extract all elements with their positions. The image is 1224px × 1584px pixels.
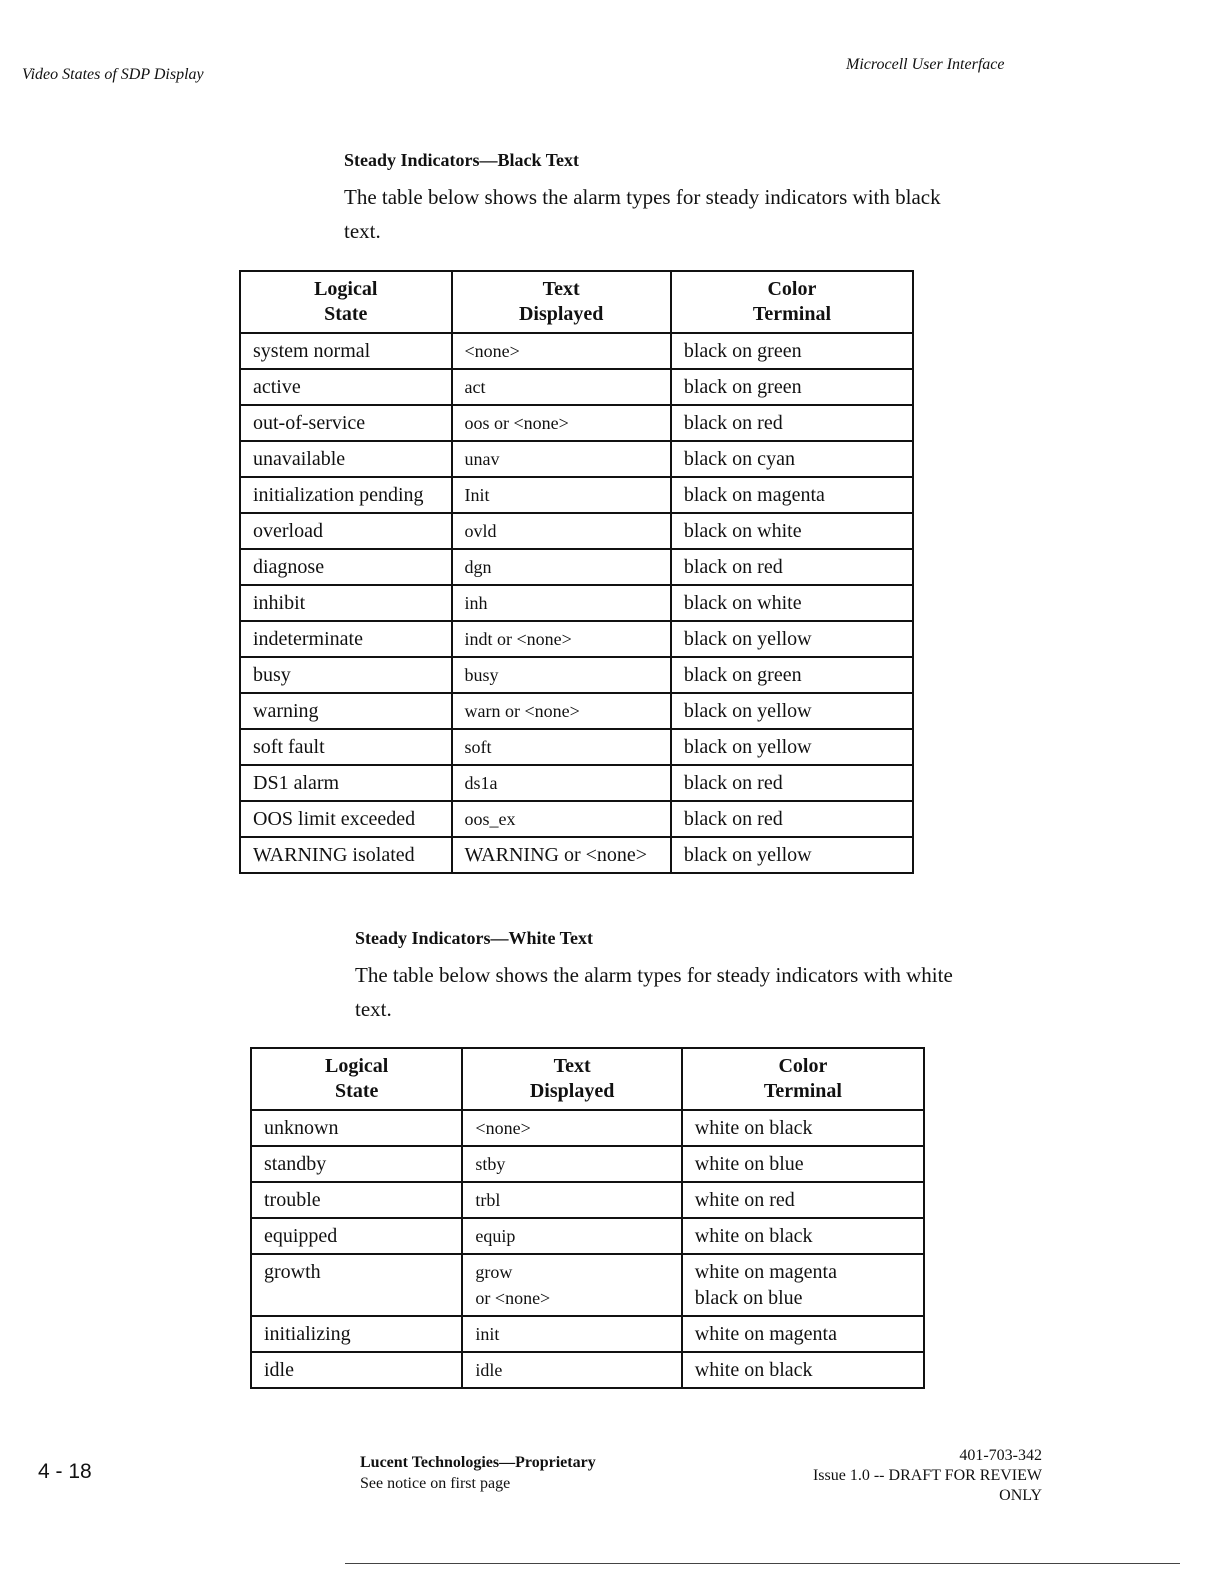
cell-text-displayed: inh [452,585,671,621]
table-row [240,621,913,657]
cell-color-terminal: black on yellow [671,621,913,657]
cell-color-terminal: black on red [671,549,913,585]
cell-text-displayed: dgn [452,549,671,585]
column-header-logical-state [240,271,452,333]
cell-text-displayed: Init [452,477,671,513]
cell-color-terminal: white on blue [682,1146,924,1182]
cell-line: white on magenta [694,1261,837,1283]
table-row [251,1316,924,1352]
cell-logical-state: standby [251,1146,462,1182]
header-line: Terminal [752,303,832,325]
header-line: State [324,303,368,325]
cell-color-terminal: white on black [682,1218,924,1254]
cell-logical-state: OOS limit exceeded [240,801,452,837]
cell-color-terminal: black on red [671,405,913,441]
intro-line: The table below shows the alarm types for steady indicators with black [344,185,941,209]
cell-color-terminal: black on cyan [671,441,913,477]
header-line: Displayed [529,1080,615,1102]
cell-logical-state: indeterminate [240,621,452,657]
table-row [240,801,913,837]
table-row [240,369,913,405]
header-line: Text [542,278,580,300]
header-line: Logical [325,1055,389,1077]
table-row [251,1254,924,1316]
cell-text-displayed: idle [462,1352,681,1388]
cell-logical-state: growth [251,1254,462,1316]
header-line: Displayed [518,303,604,325]
cell-text-displayed: init [462,1316,681,1352]
white-text-alarm-table [250,1047,925,1389]
table-row [251,1146,924,1182]
cell-logical-state: WARNING isolated [240,837,452,873]
cell-color-terminal: black on green [671,657,913,693]
intro-line: text. [355,997,392,1021]
cell-text-displayed: warn or <none> [452,693,671,729]
table-header-row [251,1048,924,1110]
issue-line: Issue 1.0 -- DRAFT FOR REVIEW [812,1467,1042,1484]
cell-text-displayed: ds1a [452,765,671,801]
table-row [240,513,913,549]
cell-color-terminal: black on yellow [671,693,913,729]
cell-logical-state: active [240,369,452,405]
footer-doc-info [780,1446,1042,1506]
cell-logical-state: overload [240,513,452,549]
table-row [240,729,913,765]
cell-color-terminal: black on white [671,513,913,549]
cell-logical-state: busy [240,657,452,693]
header-line: Color [767,278,817,300]
cell-text-displayed: unav [452,441,671,477]
cell-logical-state: idle [251,1352,462,1388]
footer-rule [345,1563,1180,1564]
cell-logical-state: system normal [240,333,452,369]
table-row [240,585,913,621]
cell-color-terminal: black on magenta [671,477,913,513]
cell-logical-state: unknown [251,1110,462,1146]
white-text-section-title: Steady Indicators—White Text [355,928,594,948]
black-text-alarm-table [239,270,914,874]
running-header-left: Video States of SDP Display [22,66,204,83]
cell-text-displayed: trbl [462,1182,681,1218]
cell-logical-state: unavailable [240,441,452,477]
header-line: Color [778,1055,828,1077]
footer-proprietary [360,1452,596,1494]
cell-text-displayed: WARNING or <none> [452,837,671,873]
first-page-notice: See notice on first page [360,1475,511,1492]
cell-color-terminal: white on magenta [682,1316,924,1352]
black-text-section-intro [344,180,1044,248]
table-row [240,477,913,513]
cell-text-displayed: ovld [452,513,671,549]
cell-logical-state: soft fault [240,729,452,765]
header-line: Terminal [763,1080,842,1102]
cell-logical-state: initialization pending [240,477,452,513]
cell-logical-state: warning [240,693,452,729]
table-row [251,1110,924,1146]
issue-line: ONLY [999,1487,1042,1504]
cell-line: grow [475,1262,513,1282]
cell-text-displayed: soft [452,729,671,765]
cell-text-displayed: oos_ex [452,801,671,837]
table-row [240,441,913,477]
table-row [240,837,913,873]
header-line: Logical [314,278,378,300]
cell-line: black on blue [694,1287,803,1309]
table-row [251,1182,924,1218]
cell-logical-state: out-of-service [240,405,452,441]
cell-color-terminal: black on green [671,333,913,369]
document-number: 401-703-342 [959,1447,1042,1464]
intro-line: text. [344,219,381,243]
cell-color-terminal [682,1254,924,1316]
cell-text-displayed [462,1254,681,1316]
column-header-logical-state [251,1048,462,1110]
page-number: 4 - 18 [38,1460,92,1483]
column-header-text-displayed [462,1048,681,1110]
cell-text-displayed: equip [462,1218,681,1254]
table-header-row [240,271,913,333]
cell-text-displayed: <none> [462,1110,681,1146]
cell-text-displayed: indt or <none> [452,621,671,657]
column-header-text-displayed [452,271,671,333]
table-row [240,405,913,441]
table-row [240,333,913,369]
header-line: State [335,1080,379,1102]
cell-text-displayed: <none> [452,333,671,369]
table-row [240,693,913,729]
cell-logical-state: diagnose [240,549,452,585]
table-row [251,1352,924,1388]
cell-logical-state: equipped [251,1218,462,1254]
cell-color-terminal: white on black [682,1352,924,1388]
cell-logical-state: initializing [251,1316,462,1352]
cell-color-terminal: black on yellow [671,729,913,765]
cell-color-terminal: white on black [682,1110,924,1146]
cell-color-terminal: black on green [671,369,913,405]
table-row [240,765,913,801]
header-line: Text [553,1055,591,1077]
cell-logical-state: inhibit [240,585,452,621]
cell-text-displayed: oos or <none> [452,405,671,441]
cell-logical-state: DS1 alarm [240,765,452,801]
cell-color-terminal: black on red [671,801,913,837]
cell-text-displayed: stby [462,1146,681,1182]
cell-color-terminal: black on yellow [671,837,913,873]
intro-line: The table below shows the alarm types for steady indicators with white [355,963,953,987]
cell-color-terminal: black on red [671,765,913,801]
cell-text-displayed: busy [452,657,671,693]
table-row [251,1218,924,1254]
running-header-right: Microcell User Interface [846,56,1005,73]
white-text-section-intro [355,958,1055,1026]
cell-line: or <none> [475,1288,551,1308]
column-header-color-terminal [671,271,913,333]
cell-color-terminal: white on red [682,1182,924,1218]
table-row [240,657,913,693]
cell-logical-state: trouble [251,1182,462,1218]
column-header-color-terminal [682,1048,924,1110]
company-notice: Lucent Technologies—Proprietary [360,1454,596,1471]
black-text-section-title: Steady Indicators—Black Text [344,150,580,170]
cell-color-terminal: black on white [671,585,913,621]
table-row [240,549,913,585]
cell-text-displayed: act [452,369,671,405]
